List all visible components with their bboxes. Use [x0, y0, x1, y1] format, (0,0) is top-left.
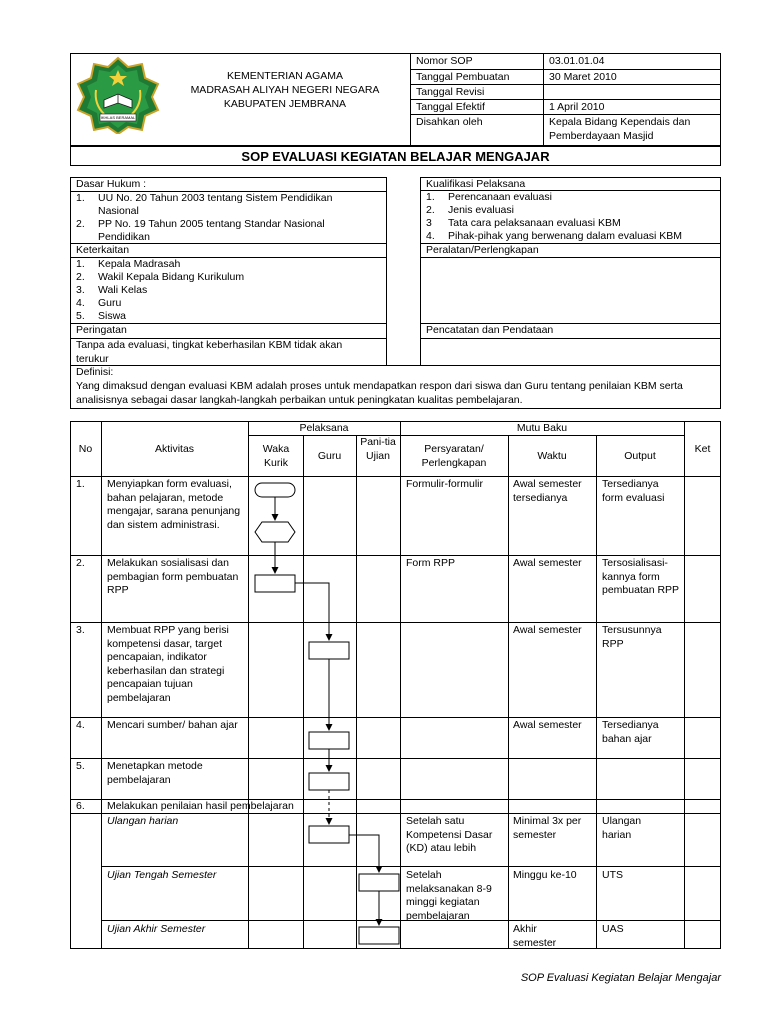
col-header-waktu: Waktu: [537, 450, 567, 462]
col-header-pelaksana: Pelaksana: [299, 422, 349, 434]
definisi-title: Definisi:: [76, 366, 114, 378]
logo-motto: IKHLAS BERAMAL: [100, 115, 136, 120]
definisi-text: Yang dimaksud dengan evaluasi KBM adalah proses untuk mendapatkan respon dari siswa dan Guru tentang penilaian KBM serta analisisnya sebagai dasar langkah-langkah perbaikan untuk peningkatan kualitas pembelajaran.: [76, 380, 683, 406]
row-waktu: Akhir semester: [513, 923, 557, 949]
col-header-mutu-baku: Mutu Baku: [516, 422, 568, 434]
row-persyaratan: Form RPP: [406, 557, 456, 569]
meta-label: Tanggal Efektif: [416, 101, 485, 113]
row-aktivitas: Melakukan penilaian hasil pembelajaran: [107, 800, 294, 812]
meta-value: 30 Maret 2010: [549, 71, 617, 83]
row-no: 2.: [76, 557, 85, 569]
row-aktivitas: Menetapkan metode pembelajaran: [107, 760, 203, 786]
row-aktivitas: Ujian Tengah Semester: [107, 869, 217, 881]
page-title: SOP EVALUASI KEGIATAN BELAJAR MENGAJAR: [241, 149, 550, 164]
dasar-hukum-title: Dasar Hukum :: [76, 178, 147, 190]
col-header-guru: Guru: [317, 450, 342, 462]
pencatatan-title: Pencatatan dan Pendataan: [426, 324, 554, 336]
flow-preparation-hexagon: [255, 522, 295, 542]
meta-value: 1 April 2010: [549, 101, 605, 113]
col-header-waka: Waka Kurik: [262, 443, 290, 469]
row-no: 4.: [76, 719, 85, 731]
list-item: 3 Tata cara pelaksanaan evaluasi KBM: [426, 217, 621, 229]
row-aktivitas: Melakukan sosialisasi dan pembagian form pembuatan RPP: [107, 557, 239, 596]
list-item: 4. Pihak-pihak yang berwenang dalam evaluasi KBM: [426, 230, 683, 242]
meta-label: Tanggal Revisi: [416, 86, 485, 98]
row-output: Tersosialisasi-kannya form pembuatan RPP: [602, 557, 680, 596]
row-persyaratan: Setelah melaksanakan 8-9 minggi kegiatan pembelajaran: [406, 869, 492, 922]
flow-process-box: [359, 927, 399, 944]
meta-label: Tanggal Pembuatan: [416, 71, 510, 83]
list-item: 3. Wali Kelas: [76, 284, 148, 296]
row-output: UTS: [602, 869, 623, 881]
flow-process-box: [255, 575, 295, 592]
row-aktivitas: Ulangan harian: [107, 815, 179, 827]
row-persyaratan: Formulir-formulir: [406, 478, 483, 490]
regency-name: KABUPATEN JEMBRANA: [223, 98, 347, 110]
list-item: 2. Jenis evaluasi: [426, 204, 514, 216]
list-item: 1. UU No. 20 Tahun 2003 tentang Sistem Pendidikan Nasional: [76, 192, 333, 217]
row-aktivitas: Ujian Akhir Semester: [107, 923, 206, 935]
flow-start-terminator: [255, 483, 295, 497]
peralatan-title: Peralatan/Perlengkapan: [426, 244, 539, 256]
flow-process-box: [309, 732, 349, 749]
row-output: Tersusunnya RPP: [602, 624, 662, 650]
row-no: 1.: [76, 478, 85, 490]
row-aktivitas: Mencari sumber/ bahan ajar: [107, 719, 238, 731]
col-header-output: Output: [624, 450, 656, 462]
row-aktivitas: Menyiapkan form evaluasi, bahan pelajaran, metode mengajar, sarana penunjang dan sistem administrasi.: [107, 478, 241, 531]
kualifikasi-title: Kualifikasi Pelaksana: [426, 178, 526, 190]
row-waktu: Minimal 3x per semester: [513, 815, 582, 841]
list-item: 4. Guru: [76, 297, 122, 309]
row-output: Tersedianya bahan ajar: [602, 719, 659, 745]
row-waktu: Minggu ke-10: [513, 869, 577, 881]
row-waktu: Awal semester: [513, 719, 582, 731]
keterkaitan-title: Keterkaitan: [76, 244, 130, 256]
row-persyaratan: Setelah satu Kompetensi Dasar (KD) atau lebih: [406, 815, 493, 854]
col-header-persyaratan: Persyaratan/ Perlengkapan: [421, 443, 487, 469]
row-waktu: Awal semester tersedianya: [513, 478, 582, 504]
peringatan-title: Peringatan: [76, 324, 127, 336]
list-item: 1. Perencanaan evaluasi: [426, 191, 552, 203]
row-aktivitas: Membuat RPP yang berisi kompetensi dasar, target pencapaian, indikator keberhasilan dan strategi pencapaian tujuan pembelajaran: [107, 624, 229, 704]
flow-process-box: [309, 642, 349, 659]
col-header-ket: Ket: [694, 443, 711, 455]
row-no: 3.: [76, 624, 85, 636]
meta-value: 03.01.01.04: [549, 55, 605, 67]
ministry-name: KEMENTERIAN AGAMA: [226, 70, 344, 82]
row-no: 6.: [76, 800, 85, 812]
list-item: 2. Wakil Kepala Bidang Kurikulum: [76, 271, 245, 283]
meta-label: Nomor SOP: [416, 55, 473, 67]
row-output: UAS: [602, 923, 624, 935]
flow-process-box: [359, 874, 399, 891]
row-output: Ulangan harian: [602, 815, 642, 841]
list-item: 2. PP No. 19 Tahun 2005 tentang Standar Nasional Pendidikan: [76, 218, 325, 243]
row-waktu: Awal semester: [513, 557, 582, 569]
list-item: 1. Kepala Madrasah: [76, 258, 181, 270]
meta-value: Kepala Bidang Kependais dan Pemberdayaan Masjid: [549, 116, 691, 142]
row-waktu: Awal semester: [513, 624, 582, 636]
peringatan-text: Tanpa ada evaluasi, tingkat keberhasilan KBM tidak akan terukur: [76, 339, 343, 365]
meta-label: Disahkan oleh: [416, 116, 483, 128]
school-name: MADRASAH ALIYAH NEGERI NEGARA: [190, 84, 380, 96]
col-header-panitia: Pani-tia Ujian: [360, 436, 396, 462]
col-header-no: No: [78, 443, 93, 455]
row-output: Tersedianya form evaluasi: [602, 478, 665, 504]
flow-process-box: [309, 826, 349, 843]
list-item: 5. Siswa: [76, 310, 127, 322]
col-header-aktivitas: Aktivitas: [154, 443, 195, 455]
flow-process-box: [309, 773, 349, 790]
page-footer: SOP Evaluasi Kegiatan Belajar Mengajar: [520, 972, 721, 984]
row-no: 5.: [76, 760, 85, 772]
